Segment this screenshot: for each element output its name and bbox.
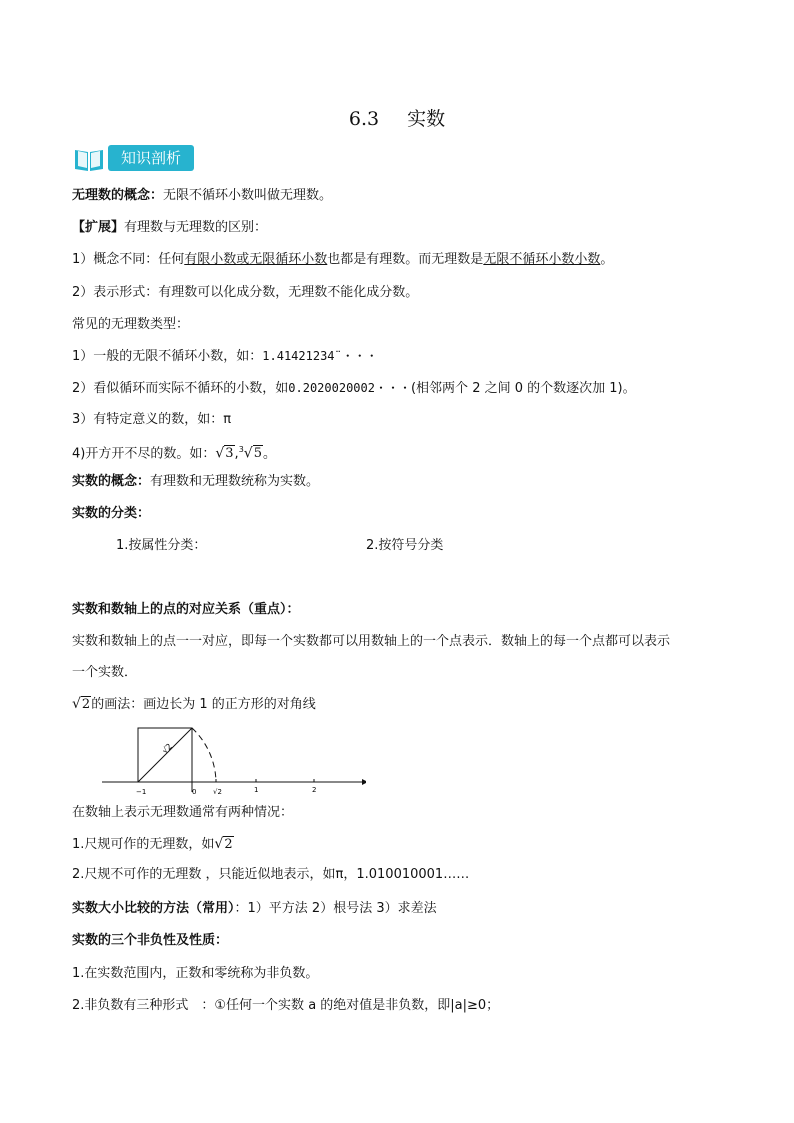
compass-arc bbox=[192, 728, 216, 782]
radical-sign: √ bbox=[243, 445, 253, 462]
classification-by-sign: 2.按符号分类 bbox=[366, 538, 444, 553]
difference-1 bbox=[72, 251, 613, 269]
case-1 bbox=[72, 835, 234, 854]
text-segment: 也都是有理数。而无理数是 bbox=[327, 252, 484, 267]
extension-heading bbox=[72, 219, 267, 237]
classification-by-property: 1.按属性分类： bbox=[116, 538, 207, 553]
number-example: 1.41421234¨・・・ bbox=[262, 349, 378, 363]
text-segment: 4)开方开不尽的数。如： bbox=[72, 446, 216, 462]
radical-sign: √ bbox=[214, 836, 224, 852]
book-icon bbox=[72, 145, 106, 173]
term-text: 有理数和无理数统称为实数。 bbox=[150, 474, 320, 489]
number-example: 0.2020020002・・・ bbox=[288, 381, 411, 395]
text-segment: 2）看似循环而实际不循环的小数，如 bbox=[72, 381, 289, 396]
methods-label: 实数大小比较的方法（常用） bbox=[72, 901, 235, 916]
tick-label: √2 bbox=[213, 788, 222, 796]
comparison-methods bbox=[72, 900, 437, 918]
text-segment: 的画法：画边长为 1 的正方形的对角线 bbox=[91, 697, 316, 712]
non-negativity-1: 1.在实数范围内，正数和零统称为非负数。 bbox=[72, 966, 319, 981]
type-2 bbox=[72, 379, 636, 398]
non-negativity-heading: 实数的三个非负性及性质： bbox=[72, 933, 229, 948]
radicand: 5 bbox=[253, 446, 262, 462]
radicand: 2 bbox=[224, 837, 233, 852]
text-segment: 1.尺规可作的无理数，如 bbox=[72, 837, 215, 852]
type-1 bbox=[72, 347, 378, 366]
term-label: 无理数的概念： bbox=[72, 188, 164, 203]
text-segment: 1）一般的无限不循环小数，如： bbox=[72, 349, 263, 364]
concept-irrational bbox=[72, 187, 332, 205]
section-number: 6.3 bbox=[348, 108, 380, 130]
type-3: 3）有特定意义的数，如：π bbox=[72, 412, 232, 427]
tick-label: −1 bbox=[136, 788, 147, 796]
number-line-text-2: 一个实数． bbox=[72, 665, 138, 680]
type-4 bbox=[72, 441, 276, 463]
extension-text: 有理数与无理数的区别： bbox=[124, 220, 268, 235]
text-segment: (相邻两个 2 之间 0 的个数逐次加 1)。 bbox=[410, 381, 636, 396]
two-cases-heading: 在数轴上表示无理数通常有两种情况： bbox=[72, 805, 294, 820]
section-banner bbox=[72, 145, 196, 173]
concept-real bbox=[72, 473, 319, 491]
term-label: 实数的概念： bbox=[72, 474, 151, 489]
term-text: 无限不循环小数叫做无理数。 bbox=[163, 188, 333, 203]
axis-arrow bbox=[362, 779, 366, 785]
number-line-figure bbox=[96, 722, 366, 798]
section-name: 实数 bbox=[407, 108, 446, 130]
case-2: 2.尺规不可作的无理数 ，只能近似地表示，如π，1.010010001…… bbox=[72, 867, 470, 882]
tick-label: 1 bbox=[254, 786, 259, 794]
separator: , bbox=[234, 446, 239, 462]
common-types-heading: 常见的无理数类型： bbox=[72, 317, 190, 332]
text-segment: 1）概念不同：任何 bbox=[72, 252, 185, 267]
radical-sign: √ bbox=[215, 445, 225, 462]
radicand: 2 bbox=[81, 697, 91, 712]
underlined-text: 有限小数或无限循环小数 bbox=[184, 252, 328, 267]
tick-label: 2 bbox=[312, 786, 317, 794]
number-line-heading: 实数和数轴上的点的对应关系（重点）： bbox=[72, 602, 300, 617]
number-line-text-1: 实数和数轴上的点一一对应，即每一个实数都可以用数轴上的一个点表示．数轴上的每一个点都可以表示 bbox=[72, 634, 671, 649]
radicand: 3 bbox=[225, 446, 234, 462]
radical-sign: √ bbox=[72, 696, 81, 712]
text-segment: 。 bbox=[600, 252, 614, 267]
underlined-text: 无限不循环小数小数 bbox=[483, 252, 601, 267]
difference-2: 2）表示形式：有理数可以化成分数，无理数不能化成分数。 bbox=[72, 285, 419, 300]
sqrt2-construction bbox=[72, 695, 316, 714]
page-title bbox=[0, 104, 794, 131]
methods-text: ：1）平方法 2）根号法 3）求差法 bbox=[234, 901, 437, 916]
extension-label: 【扩展】 bbox=[72, 220, 125, 235]
classification-heading: 实数的分类： bbox=[72, 506, 151, 521]
text-segment: 。 bbox=[262, 446, 276, 462]
banner-label: 知识剖析 bbox=[108, 145, 194, 171]
tick-label: 0 bbox=[192, 788, 197, 796]
non-negativity-2: 2.非负数有三种形式 ：①任何一个实数 a 的绝对值是非负数，即|a|≥0； bbox=[72, 998, 500, 1013]
root-index: 3 bbox=[238, 445, 244, 454]
diagonal-label: √2 bbox=[160, 741, 174, 756]
